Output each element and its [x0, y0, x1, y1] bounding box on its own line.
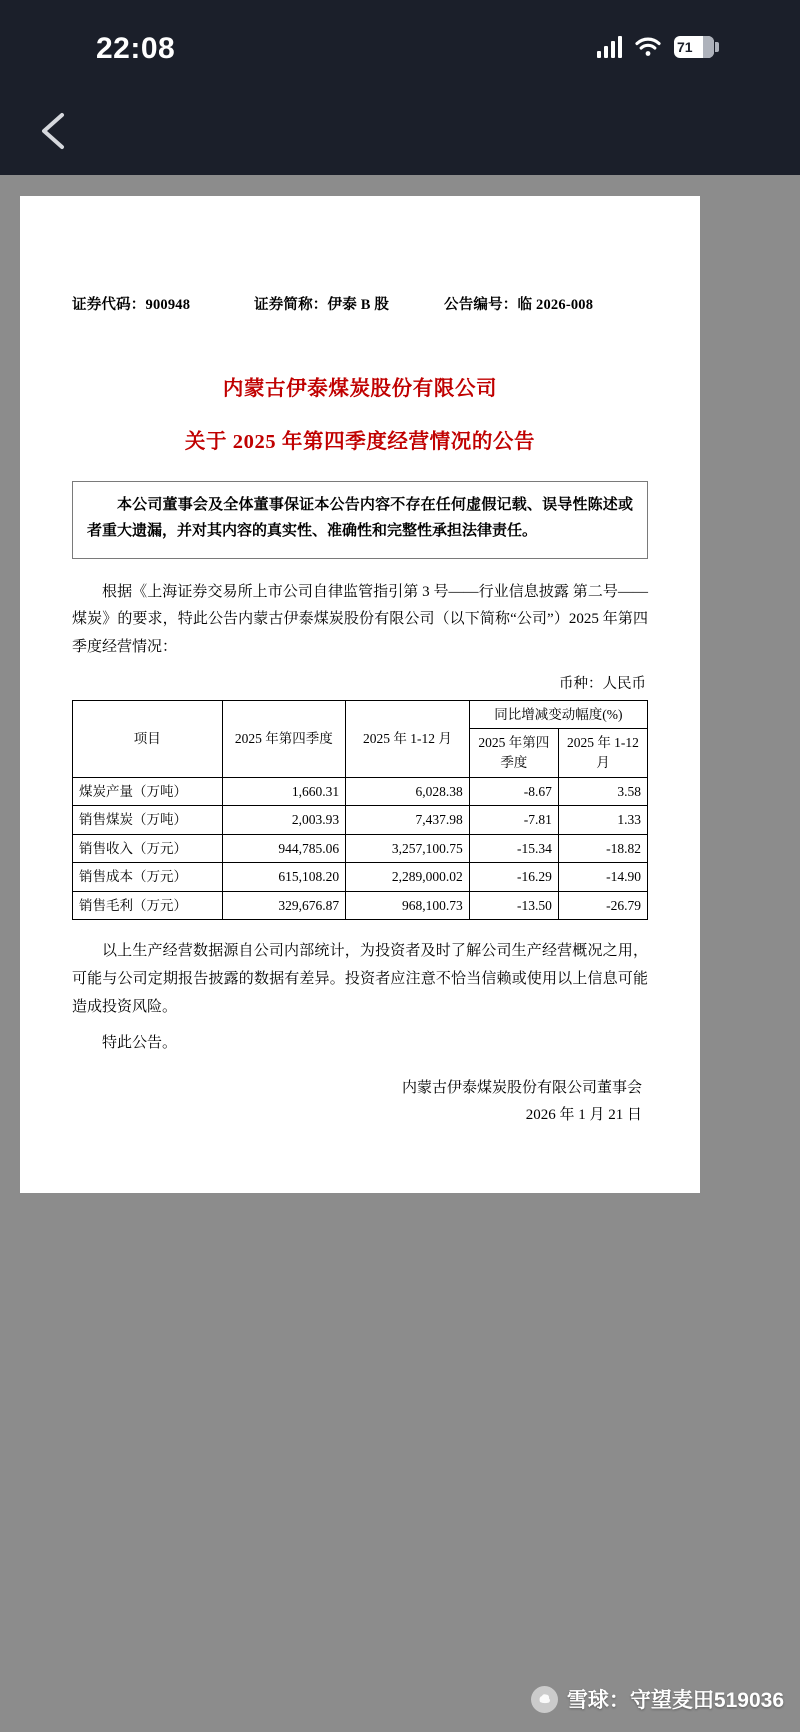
table-row: [73, 806, 648, 835]
document-body: [20, 293, 700, 1128]
closing-paragraph: 特此公告。: [102, 1034, 178, 1051]
row-yoy-q4: -7.81: [469, 806, 558, 835]
security-code: 证券代码：900948: [72, 297, 191, 313]
signature-block: [72, 1075, 648, 1128]
battery-icon: [674, 36, 714, 58]
currency-note: 币种：人民币: [559, 675, 646, 692]
company-title: 内蒙古伊泰煤炭股份有限公司: [222, 378, 498, 400]
signal-icon: [597, 36, 623, 58]
row-q4: 2,003.93: [222, 806, 346, 835]
header-quarter: 2025 年第四季度: [222, 700, 346, 777]
row-yoy-year: 3.58: [558, 777, 647, 806]
row-yoy-q4: -15.34: [469, 834, 558, 863]
signature-company: 内蒙古伊泰煤炭股份有限公司董事会: [401, 1080, 642, 1097]
security-name: 证券简称：伊泰 B 股: [254, 297, 390, 313]
financial-table: [72, 700, 648, 921]
intro-paragraph: 根据《上海证券交易所上市公司自律监管指引第 3 号——行业信息披露 第二号——煤炭》的要求，特此公告内蒙古伊泰煤炭股份有限公司（以下简称“公司”）2025 年第四季度经营情况：: [72, 583, 648, 656]
battery-level-label: 71: [677, 39, 693, 55]
legal-notice-box: [72, 481, 648, 559]
back-chevron-icon[interactable]: [30, 105, 82, 157]
row-year: 3,257,100.75: [346, 834, 470, 863]
table-row: [73, 777, 648, 806]
wifi-icon: [635, 37, 661, 57]
row-yoy-q4: -8.67: [469, 777, 558, 806]
row-yoy-year: -14.90: [558, 863, 647, 892]
row-yoy-q4: -13.50: [469, 891, 558, 920]
row-year: 7,437.98: [346, 806, 470, 835]
row-item: 销售成本（万元）: [73, 863, 223, 892]
xueqiu-logo-icon: [531, 1686, 558, 1713]
disclaimer-paragraph: 以上生产经营数据源自公司内部统计，为投资者及时了解公司生产经营概况之用，可能与公司定期报告披露的数据有差异。投资者应注意不恰当信赖或使用以上信息可能造成投资风险。: [72, 943, 648, 1015]
row-item: 销售收入（万元）: [73, 834, 223, 863]
row-q4: 615,108.20: [222, 863, 346, 892]
row-q4: 944,785.06: [222, 834, 346, 863]
document-header-line: [72, 293, 648, 314]
announcement-title: 关于 2025 年第四季度经营情况的公告: [184, 431, 536, 453]
watermark: [531, 1684, 784, 1714]
header-yoy-year: 2025 年 1-12 月: [558, 729, 647, 777]
header-yoy-group: 同比增减变动幅度(%): [469, 700, 647, 729]
row-q4: 329,676.87: [222, 891, 346, 920]
row-year: 2,289,000.02: [346, 863, 470, 892]
row-item: 煤炭产量（万吨）: [73, 777, 223, 806]
table-header-row-1: [73, 700, 648, 729]
row-item: 销售毛利（万元）: [73, 891, 223, 920]
status-clock: 22:08: [96, 32, 176, 65]
row-yoy-year: 1.33: [558, 806, 647, 835]
announcement-number: 公告编号：临 2026-008: [444, 297, 594, 313]
table-row: [73, 863, 648, 892]
table-row: [73, 891, 648, 920]
row-yoy-year: -18.82: [558, 834, 647, 863]
financial-table-body: [73, 777, 648, 920]
header-item: 项目: [73, 700, 223, 777]
signature-date: 2026 年 1 月 21 日: [525, 1106, 642, 1123]
row-year: 6,028.38: [346, 777, 470, 806]
row-yoy-year: -26.79: [558, 891, 647, 920]
row-year: 968,100.73: [346, 891, 470, 920]
status-bar: [0, 0, 800, 175]
watermark-text: 雪球：守望麦田519036: [566, 1689, 784, 1712]
row-item: 销售煤炭（万吨）: [73, 806, 223, 835]
legal-notice-text: 本公司董事会及全体董事保证本公告内容不存在任何虚假记载、误导性陈述或者重大遗漏，并对其内容的真实性、准确性和完整性承担法律责任。: [87, 497, 633, 539]
table-row: [73, 834, 648, 863]
header-year: 2025 年 1-12 月: [346, 700, 470, 777]
row-yoy-q4: -16.29: [469, 863, 558, 892]
document-page: [20, 196, 700, 1193]
header-yoy-quarter: 2025 年第四季度: [469, 729, 558, 777]
row-q4: 1,660.31: [222, 777, 346, 806]
status-icon-group: [597, 36, 715, 58]
